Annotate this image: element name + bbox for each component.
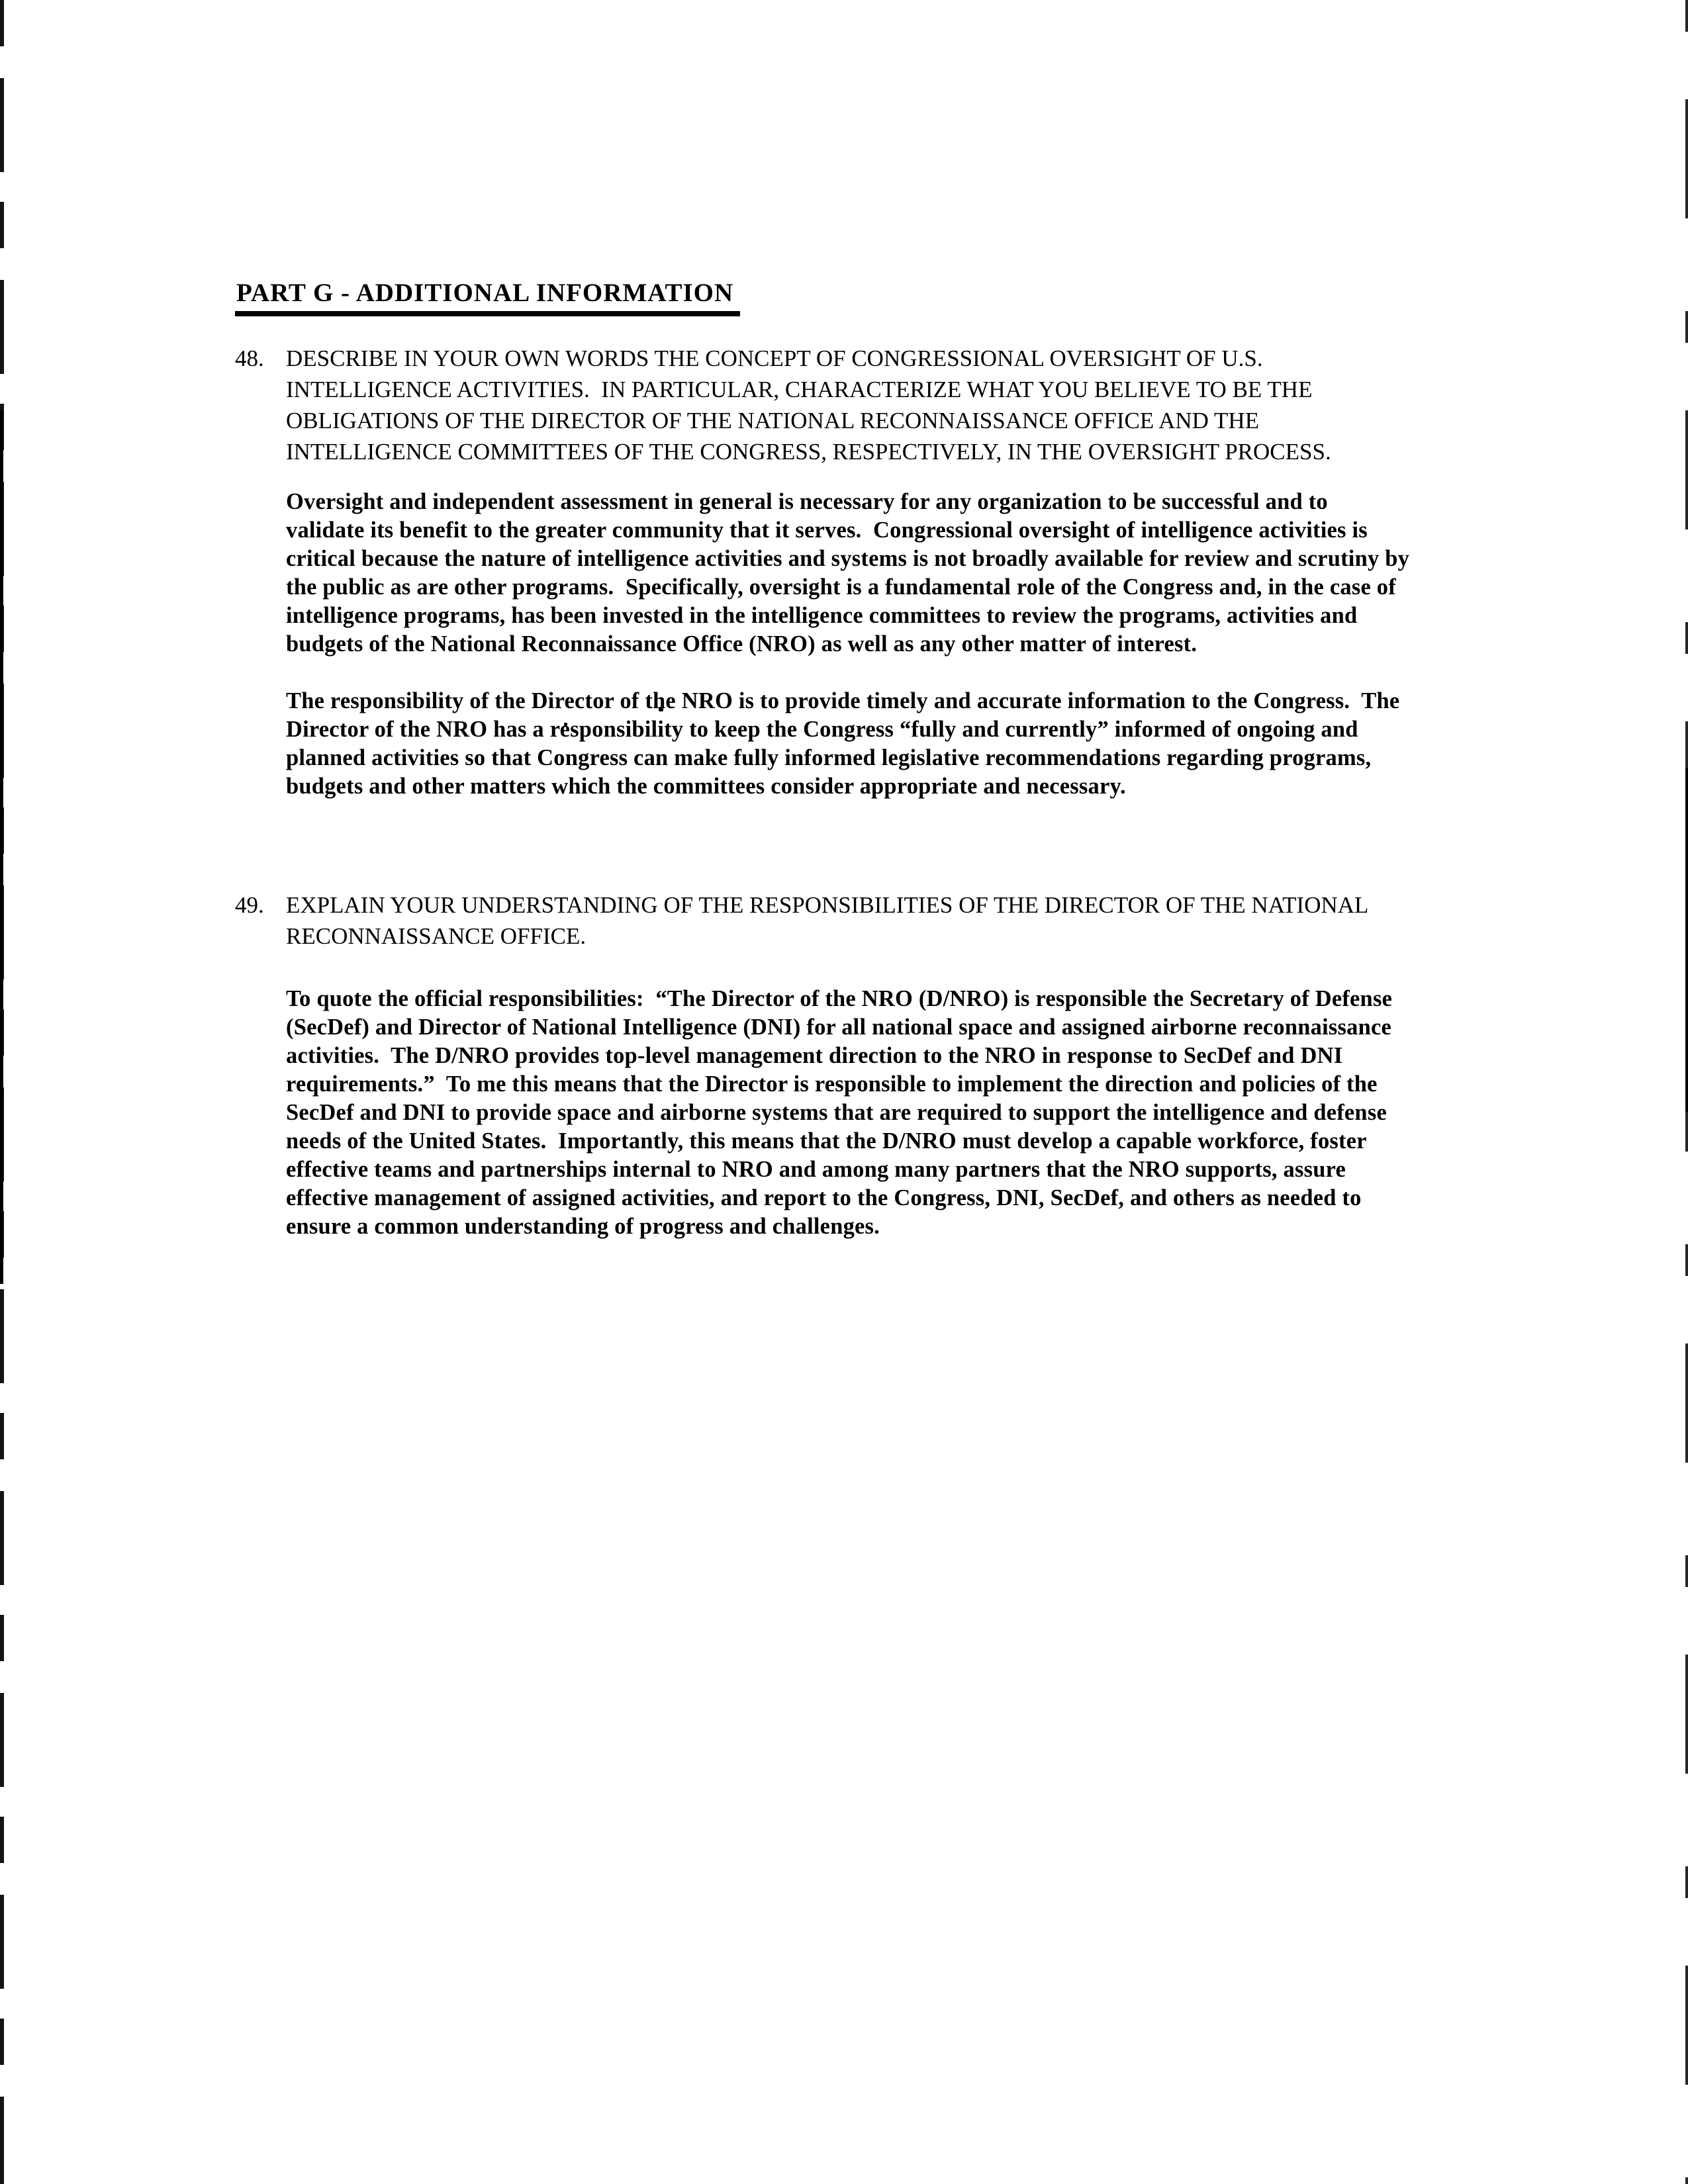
section-title: PART G - ADDITIONAL INFORMATION: [235, 278, 740, 316]
answer-49-paragraph-1: To quote the official responsibilities: “The Director of the NRO (D/NRO) is responsible the Secretary of Defense (SecDef) and Director of National Intelligence (DNI) for all national space and assigned airborne reconnaissance activities. The D/NRO provides top-level management direction to the NRO in response to SecDef and DNI requirements.” To me this means that the Director is responsible to implement the direction and policies of the SecDef and DNI to provide space and airborne systems that are required to support the intelligence and defense needs of the United States. Importantly, this means that the D/NRO must develop a capable workforce, foster effective teams and partnerships internal to NRO and among many partners that the NRO supports, assure effective management of assigned activities, and report to the Congress, DNI, SecDef, and others as needed to ensure a common understanding of progress and challenges.: [286, 986, 1398, 1239]
question-48-text: DESCRIBE IN YOUR OWN WORDS THE CONCEPT OF CONGRESSIONAL OVERSIGHT OF U.S. INTELLIGENCE ACTIVITIES. IN PARTICULAR, CHARACTERIZE WHAT YOU BELIEVE TO BE THE OBLIGATIONS OF THE DIRECTOR OF THE NATIONAL RECONNAISSANCE OFFICE AND THE INTELLIGENCE COMMITTEES OF THE CONGRESS, RESPECTIVELY, IN THE OVERSIGHT PROCESS.: [286, 345, 1331, 465]
question-48-block: [235, 343, 1415, 801]
question-49: [235, 889, 1410, 952]
answer-48-paragraph-1: Oversight and independent assessment in general is necessary for any organization to be successful and to validate its benefit to the greater community that it serves. Congressional oversight of intelligence activities is critical because the nature of intelligence activities and systems is not broadly available for review and scrutiny by the public as are other programs. Specifically, oversight is a fundamental role of the Congress and, in the case of intelligence programs, has been invested in the intelligence committees to review the programs, activities and budgets of the National Reconnaissance Office (NRO) as well as any other matter of interest.: [286, 489, 1415, 657]
question-48: [235, 343, 1410, 467]
question-48-number: 48.: [235, 345, 264, 371]
answer-48: [235, 488, 1415, 801]
question-49-block: [235, 889, 1410, 1241]
question-49-number: 49.: [235, 892, 264, 918]
page-content: [235, 278, 1415, 1241]
scan-artifact-left-edge-solid: [0, 410, 3, 1284]
answer-48-paragraph-2: The responsibility of the Director of the NRO is to provide timely and accurate information to the Congress. The Director of the NRO has a responsibility to keep the Congress “fully and currently” informed of ongoing and planned activities so that Congress can make fully informed legislative recommendations regarding programs, budgets and other matters which the committees consider appropriate and necessary.: [286, 688, 1406, 799]
answer-49: [235, 985, 1410, 1241]
question-49-text: EXPLAIN YOUR UNDERSTANDING OF THE RESPONSIBILITIES OF THE DIRECTOR OF THE NATIONAL RECONNAISSANCE OFFICE.: [286, 892, 1374, 949]
scan-artifact-right-edge-solid: [1685, 768, 1688, 1112]
